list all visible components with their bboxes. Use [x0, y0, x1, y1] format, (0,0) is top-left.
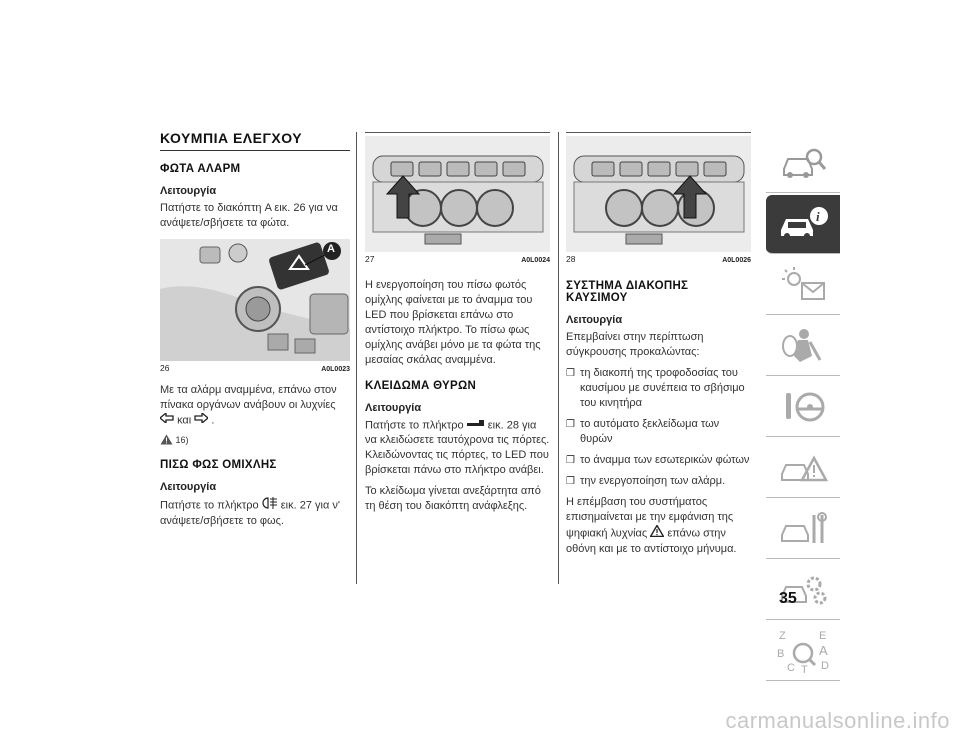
hazard-switch-illustration	[160, 239, 350, 361]
section-hazard-lights-label: Λειτουργία	[160, 185, 217, 197]
index-letter: A	[819, 643, 828, 658]
rear-fog-instruction: Πατήστε το πλήκτρο εικ. 27 για ν' ανάψετε/σβήσετε το φως.	[160, 497, 350, 529]
section-door-lock-label: Λειτουργία	[365, 402, 422, 414]
tab-maintenance[interactable]	[766, 500, 840, 559]
figure-26-callout-letter: A	[327, 243, 335, 255]
watermark: carmanualsonline.info	[725, 708, 950, 733]
fog-light-button-illustration	[365, 136, 550, 252]
door-lock-instruction: Πατήστε το πλήκτρο εικ. 28 για να κλειδώσετε ταυτόχρονα τις πόρτες. Κλειδώνοντας τις πόρτες, το LED που βρίσκεται πάνω στο πλήκτρο ανάβει.	[365, 419, 550, 477]
hazard-lights-indicator-text: Με τα αλάρμ αναμμένα, επάνω στον πίνακα οργάνων ανάβουν οι λυχνίες και .	[160, 384, 337, 427]
figure-28-number: 28	[566, 254, 576, 264]
airbag-person-icon	[778, 326, 828, 366]
door-lock-icon	[467, 418, 485, 433]
figure-26-code: A0L0023	[321, 366, 350, 373]
section-rear-fog-title: ΠΙΣΩ ΦΩΣ ΟΜΙΧΛΗΣ	[160, 459, 277, 472]
section-hazard-lights-title: ΦΩΤΑ ΑΛΑΡΜ	[160, 163, 241, 175]
list-item: ❒ την ενεργοποίηση των αλάρμ.	[566, 475, 726, 487]
car-magnifier-icon	[778, 143, 828, 183]
index-letter: B	[777, 648, 785, 660]
figure-27	[365, 136, 550, 252]
fuel-cutoff-indication: Η επέμβαση του συστήματος επισημαίνεται με την εμφάνιση της ψηφιακή λυχνίας επάνω στην οθόνη και με το αντίστοιχο μήνυμα.	[566, 496, 737, 555]
fuel-cutoff-effects-list	[566, 366, 751, 489]
index-letter: C	[787, 662, 795, 674]
rear-fog-light-icon	[262, 497, 278, 514]
turn-right-arrow-icon	[194, 413, 208, 428]
index-letter: D	[821, 660, 829, 672]
index-letter: Z	[779, 630, 786, 642]
page-number: 35	[779, 590, 797, 607]
figure-27-number: 27	[365, 254, 375, 264]
tab-technical-specs[interactable]	[766, 561, 840, 620]
alphabet-index-icon	[775, 627, 831, 675]
tab-index[interactable]	[766, 622, 840, 681]
figure-28-code: A0L0026	[722, 257, 751, 264]
index-letter: E	[819, 630, 827, 642]
fuel-cutoff-intro: Επεμβαίνει στην περίπτωση σύγκρουσης προκαλώντας:	[566, 331, 704, 358]
tab-starting-driving[interactable]	[766, 378, 840, 437]
door-lock-button-illustration	[566, 136, 751, 252]
column-divider-1	[356, 132, 357, 584]
turn-left-arrow-icon	[160, 413, 174, 428]
figure-26-number: 26	[160, 363, 170, 373]
figure-28	[566, 136, 751, 252]
car-info-icon	[775, 204, 831, 244]
section-fuel-cutoff-label: Λειτουργία	[566, 314, 623, 326]
car-warning-triangle-icon	[778, 448, 828, 488]
tab-knowing-your-car[interactable]	[766, 195, 840, 254]
svg-text:i: i	[816, 209, 820, 224]
tab-emergency[interactable]	[766, 439, 840, 498]
column-3	[566, 130, 751, 563]
title-rule	[160, 150, 350, 151]
hazard-lights-instruction: Πατήστε το διακόπτη A εικ. 26 για να ανάψετε/σβήσετε τα φώτα.	[160, 202, 338, 229]
figure-26	[160, 239, 350, 361]
car-wrench-icon	[778, 509, 828, 549]
list-item: ❒ τη διακοπή της τροφοδοσίας του καυσίμου με συνέπεια το σβήσιμο του κινητήρα	[566, 367, 745, 409]
steering-wheel-icon	[778, 387, 828, 427]
checkbox-bullet-icon: ❒	[566, 455, 575, 466]
checkbox-bullet-icon: ❒	[566, 476, 575, 487]
section-rear-fog-label: Λειτουργία	[160, 481, 217, 494]
tab-dashboard-knowledge[interactable]	[766, 134, 840, 193]
checkbox-bullet-icon: ❒	[566, 419, 575, 430]
list-item: ❒ το άναμμα των εσωτερικών φώτων	[566, 454, 750, 466]
column-1	[160, 130, 350, 535]
page-title: ΚΟΥΜΠΙΑ ΕΛΕΓΧΟΥ	[160, 130, 303, 146]
section-fuel-cutoff-title: ΣΥΣΤΗΜΑ ΔΙΑΚΟΠΗΣ ΚΑΥΣΙΜΟΥ	[566, 280, 689, 304]
light-envelope-icon	[778, 265, 828, 305]
chapter-tab-sidebar	[766, 134, 840, 683]
column-2	[365, 130, 550, 520]
checkbox-bullet-icon: ❒	[566, 368, 575, 379]
index-letter: T	[801, 664, 808, 675]
section-door-lock-title: ΚΛΕΙΔΩΜΑ ΘΥΡΩΝ	[365, 380, 477, 392]
door-lock-note: Το κλείδωμα γίνεται ανεξάρτητα από τη θέση του διακόπτη ανάφλεξης.	[365, 485, 541, 513]
warning-triangle-icon	[160, 434, 173, 447]
warning-triangle-icon	[650, 525, 664, 542]
rear-fog-led-text: Η ενεργοποίηση του πίσω φωτός ομίχλης φαίνεται με το άναμμα του LED που βρίσκεται επάνω στο αντίστοιχο πλήκτρο. Το πίσω φως ομίχλης ανάβει μόνο με τα φώτα της μεσαίας σκάλας αναμμένα.	[365, 279, 541, 366]
tab-warning-lights[interactable]	[766, 256, 840, 315]
column-divider-2	[558, 132, 559, 584]
tab-safety[interactable]	[766, 317, 840, 376]
figure-27-code: A0L0024	[521, 257, 550, 264]
list-item: ❒ το αυτόματο ξεκλείδωμα των θυρών	[566, 418, 720, 445]
warning-reference: 16)	[160, 434, 350, 447]
